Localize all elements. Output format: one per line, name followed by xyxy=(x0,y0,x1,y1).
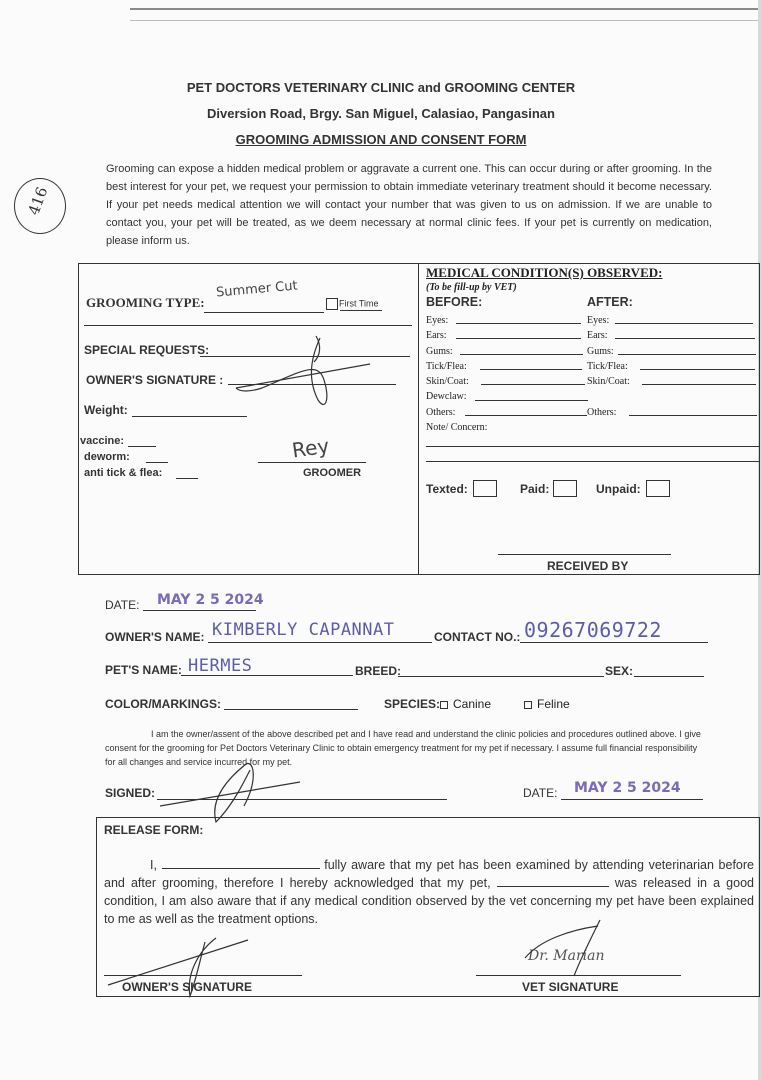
margin-note: 416 xyxy=(24,184,52,218)
first-time-label: First Time xyxy=(339,298,379,309)
medical-title: MEDICAL CONDITION(S) OBSERVED: xyxy=(426,265,663,280)
groomer-signature: Rey xyxy=(290,433,331,463)
medical-subtitle: (To be fill-up by VET) xyxy=(426,282,517,293)
received-by-label: RECEIVED BY xyxy=(547,559,629,573)
pet-name-value[interactable]: HERMES xyxy=(188,656,253,676)
grooming-type-value[interactable]: Summer Cut xyxy=(215,278,299,301)
owner-name-label: OWNER'S NAME: xyxy=(105,630,205,644)
texted-label: Texted: xyxy=(426,482,468,496)
release-text-b: was released in a good condition, I am also aware that if any medical condition observed by the vet concerning my pet have been explained to me as well as the treatment options. xyxy=(104,876,754,926)
contact-value[interactable]: 09267069722 xyxy=(524,618,662,642)
pet-name-label: PET'S NAME: xyxy=(105,663,182,677)
clinic-address: Diversion Road, Brgy. San Miguel, Calasiao, Pangasinan xyxy=(207,106,555,121)
grooming-type-label: GROOMING TYPE: xyxy=(86,295,205,310)
intro-paragraph: Grooming can expose a hidden medical problem or aggravate a current one. This can occur during or after grooming. In the best interest for your pet, we request your permission to obtain immediate veterinary treatment should it become necessary. If your pet needs medical attention we will contact your number that was given to us on admission. If we are unable to contact you, your pet will be treated, as we deem necessary at normal clinic fees. If your pet is currently on medication, please inform us. xyxy=(106,163,712,247)
before-skin: Skin/Coat: xyxy=(426,376,469,388)
owner-sig-label: OWNER'S SIGNATURE xyxy=(122,980,252,994)
vet-signature: Dr. Marian xyxy=(528,948,605,964)
date-label: DATE: xyxy=(105,598,140,612)
canine-label: Canine xyxy=(453,697,492,711)
note-concern: Note/ Concern: xyxy=(426,422,488,434)
after-tick: Tick/Flea: xyxy=(587,360,628,372)
after-skin: Skin/Coat: xyxy=(587,376,630,388)
before-label: BEFORE: xyxy=(426,295,483,309)
date-value[interactable]: MAY 2 5 2024 xyxy=(157,592,264,608)
special-requests-label: SPECIAL REQUESTS: xyxy=(84,343,210,357)
weight-label: Weight: xyxy=(84,403,128,417)
paid-label: Paid: xyxy=(520,482,550,496)
groomer-label: GROOMER xyxy=(303,467,362,479)
before-others: Others: xyxy=(426,406,456,418)
after-eyes: Eyes: xyxy=(587,315,610,326)
color-label: COLOR/MARKINGS: xyxy=(105,697,221,711)
owner-signature-label: OWNER'S SIGNATURE : xyxy=(86,373,224,387)
sex-label: SEX: xyxy=(605,664,634,678)
species-label: SPECIES: xyxy=(384,697,441,711)
signed-label: SIGNED: xyxy=(105,786,156,800)
before-tick: Tick/Flea: xyxy=(426,360,467,372)
form-title: GROOMING ADMISSION AND CONSENT FORM xyxy=(235,132,527,147)
before-dewclaw: Dewclaw: xyxy=(426,391,467,403)
after-label: AFTER: xyxy=(587,295,633,309)
deworm-label: deworm: xyxy=(84,451,130,463)
signed-date-value[interactable]: MAY 2 5 2024 xyxy=(574,780,681,796)
before-eyes: Eyes: xyxy=(426,315,449,326)
before-gums: Gums: xyxy=(426,345,453,357)
before-ears: Ears: xyxy=(426,330,447,342)
release-i: I, xyxy=(150,858,157,872)
after-gums: Gums: xyxy=(587,345,614,357)
release-text-a: fully aware that my pet has been examined by attending veterinarian before and after grooming, therefore I hereby acknowledged that my pet, xyxy=(104,858,754,890)
after-others: Others: xyxy=(587,406,617,418)
release-title: RELEASE FORM: xyxy=(104,823,204,837)
clinic-name: PET DOCTORS VETERINARY CLINIC and GROOMING CENTER xyxy=(186,80,576,95)
contact-label: CONTACT NO.: xyxy=(434,630,521,644)
after-ears: Ears: xyxy=(587,330,608,342)
consent-paragraph: I am the owner/assent of the above described pet and I have read and understand the clinic policies and procedures outlined above. I give consent for the grooming for Pet Doctors Veterinary Clinic to obtain emergency treatment for my pet if necessary. I assume full financial responsibility for all changes and service incurred for my pet. xyxy=(105,729,701,767)
owner-name-value[interactable]: KIMBERLY CAPANNAT xyxy=(212,620,395,640)
unpaid-label: Unpaid: xyxy=(596,482,641,496)
vaccine-label: vaccine: xyxy=(80,435,125,447)
feline-label: Feline xyxy=(537,697,570,711)
anti-tick-label: anti tick & flea: xyxy=(84,467,163,479)
signed-date-label: DATE: xyxy=(523,786,558,800)
breed-label: BREED: xyxy=(355,664,402,678)
vet-sig-label: VET SIGNATURE xyxy=(522,980,619,994)
